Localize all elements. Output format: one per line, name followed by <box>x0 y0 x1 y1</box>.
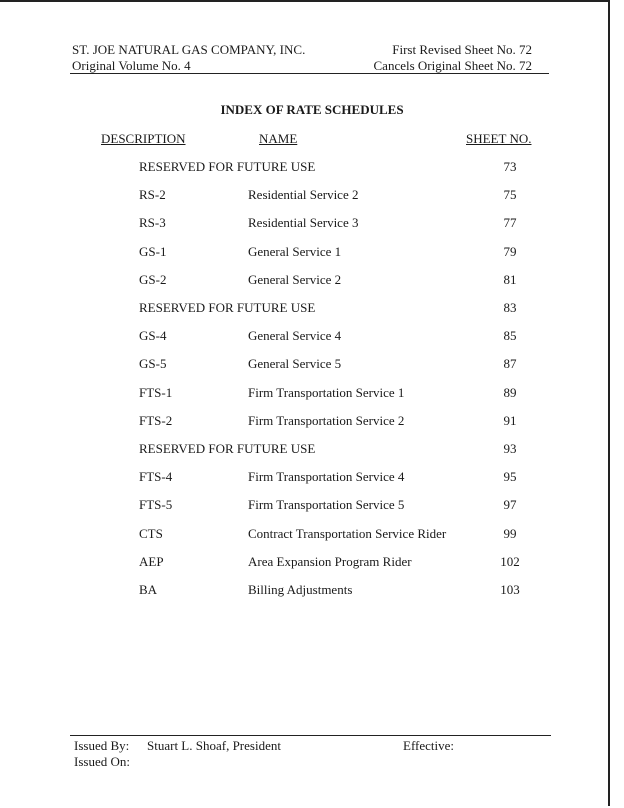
schedule-code: FTS-4 <box>139 469 173 484</box>
issued-by-value: Stuart L. Shoaf, President <box>147 738 281 753</box>
schedule-code: GS-4 <box>139 328 167 343</box>
schedule-name: General Service 5 <box>248 356 342 371</box>
schedule-code: CTS <box>139 526 163 541</box>
schedule-sheet-number: 83 <box>503 300 517 315</box>
schedule-name: Area Expansion Program Rider <box>248 554 412 569</box>
column-header-name: NAME <box>259 131 298 146</box>
cancels-sheet: Cancels Original Sheet No. 72 <box>373 58 532 73</box>
schedule-name: Firm Transportation Service 4 <box>248 469 405 484</box>
schedule-sheet-number: 77 <box>503 215 517 230</box>
schedule-name: Firm Transportation Service 5 <box>248 497 405 512</box>
schedule-name: Firm Transportation Service 1 <box>248 385 405 400</box>
schedule-sheet-number: 85 <box>503 328 517 343</box>
schedule-name: Contract Transportation Service Rider <box>248 526 447 541</box>
schedule-code: BA <box>139 582 158 597</box>
schedule-sheet-number: 73 <box>503 159 517 174</box>
issued-by-label: Issued By: <box>74 738 130 753</box>
schedule-code: GS-5 <box>139 356 167 371</box>
schedule-code: RS-2 <box>139 187 166 202</box>
schedule-sheet-number: 89 <box>503 385 517 400</box>
schedule-code: FTS-2 <box>139 413 173 428</box>
schedule-code: GS-1 <box>139 244 167 259</box>
reserved-label: RESERVED FOR FUTURE USE <box>139 300 316 315</box>
schedule-sheet-number: 97 <box>503 497 517 512</box>
volume-number: Original Volume No. 4 <box>72 58 191 73</box>
schedule-sheet-number: 93 <box>503 441 517 456</box>
schedule-name: Residential Service 2 <box>248 187 359 202</box>
schedule-sheet-number: 103 <box>500 582 520 597</box>
reserved-label: RESERVED FOR FUTURE USE <box>139 159 316 174</box>
column-header-sheet: SHEET NO. <box>466 131 532 146</box>
schedule-sheet-number: 75 <box>503 187 517 202</box>
column-header-description: DESCRIPTION <box>101 131 186 146</box>
header-left <box>72 42 305 74</box>
schedule-code: AEP <box>139 554 164 569</box>
schedule-sheet-number: 81 <box>503 272 517 287</box>
company-name: ST. JOE NATURAL GAS COMPANY, INC. <box>72 42 306 57</box>
schedule-sheet-number: 102 <box>500 554 520 569</box>
header-rule <box>70 73 549 74</box>
header-right <box>374 42 533 74</box>
page-title: INDEX OF RATE SCHEDULES <box>220 102 404 117</box>
schedule-name: Residential Service 3 <box>248 215 359 230</box>
schedule-name: General Service 1 <box>248 244 342 259</box>
schedule-name: Billing Adjustments <box>248 582 353 597</box>
schedule-code: FTS-5 <box>139 497 173 512</box>
schedule-code: RS-3 <box>139 215 166 230</box>
footer-rule <box>70 735 551 736</box>
effective-label: Effective: <box>403 738 455 753</box>
schedule-sheet-number: 99 <box>503 526 517 541</box>
schedule-sheet-number: 79 <box>503 244 517 259</box>
schedule-code: GS-2 <box>139 272 167 287</box>
schedule-name: General Service 4 <box>248 328 342 343</box>
reserved-label: RESERVED FOR FUTURE USE <box>139 441 316 456</box>
schedule-name: Firm Transportation Service 2 <box>248 413 405 428</box>
schedule-sheet-number: 91 <box>503 413 517 428</box>
issued-on-label: Issued On: <box>74 754 130 769</box>
schedule-sheet-number: 95 <box>503 469 517 484</box>
sheet-number: First Revised Sheet No. 72 <box>392 42 532 57</box>
schedule-code: FTS-1 <box>139 385 173 400</box>
schedule-name: General Service 2 <box>248 272 342 287</box>
schedule-sheet-number: 87 <box>503 356 517 371</box>
